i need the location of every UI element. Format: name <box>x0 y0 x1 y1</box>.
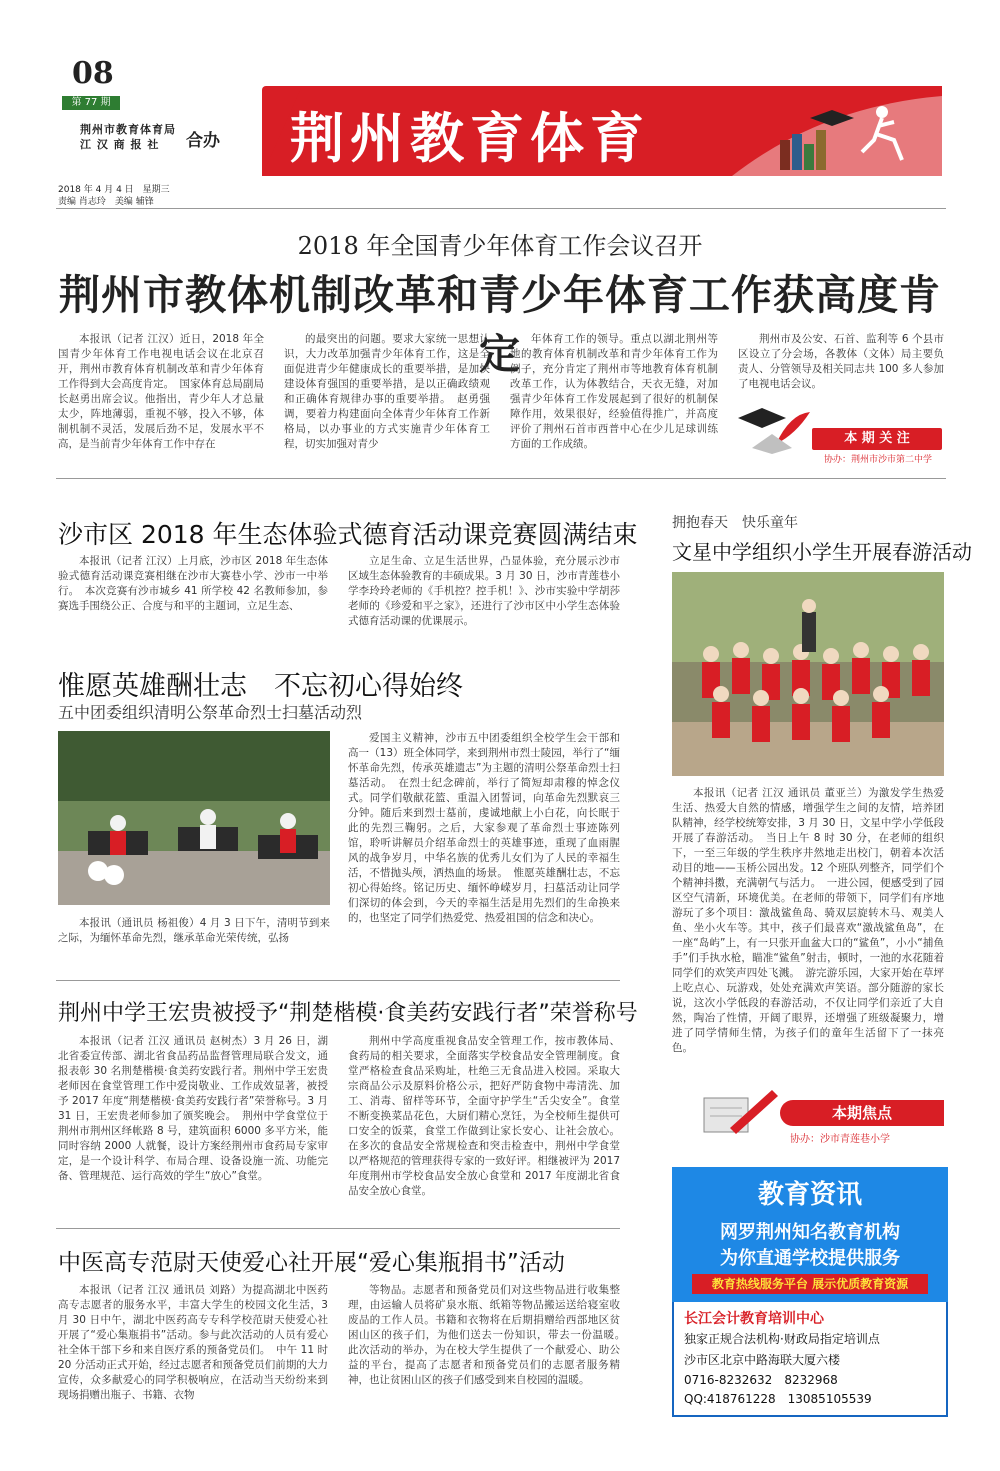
article5-headline: 中医高专范尉天使爱心社开展“爱心集瓶捐书”活动 <box>58 1250 565 1276</box>
article4-column-2: 荆州中学高度重视食品安全管理工作，按市教体局、食药局的相关要求，全面落实学校食品安全管理制度。食堂严格检查食品采购址，杜绝三无食品进入校园。采取大宗商品公示及原料价格公示，把好严防食物中毒清洗、加工、消毒、留样等环节，全面守护学生“舌尖安全”。食堂不断变换菜品花色，大厨们精心烹饪，为全校师生提供可口安全的饭菜，食堂工作做到让家长安心、让社会放心。在多次的食品安全常规检查和突击检查中，荆州中学食堂以严格规范的管理获得专家的一致好评。相继被评为 2017 年度荆州市学校食品安全放心食堂和 2017 年度湖北省食品安全放心食堂。 <box>348 1035 620 1197</box>
section-rule-3 <box>56 1228 620 1229</box>
article5-column-1: 本报讯（记者 江汉 通讯员 刘路）为提高湖北中医药高专志愿者的服务水平，丰富大学生的校园文化生活，3 月 30 日中午，湖北中医药高专专科学校范尉天使爱心社开展了“爱心集瓶捐书”活动。参与此次活动的人员有爱心社全体干部下乡和来自医疗系的预备党员们。 中午 11 时 20 分活动正式开始，经过志愿者和预备党员们前期的大力宣传，众多献爱心的同学积极响应，在活动当天纷纷来到现场捐赠出瓶子、书籍、衣物 <box>58 1284 328 1401</box>
ad-address: 沙市区北京中路海联大厦六楼 <box>684 1353 841 1367</box>
pen-notebook-icon <box>700 1084 780 1140</box>
masthead-title: 荆州教育体育 <box>290 107 650 170</box>
article5-column-2: 等物品。志愿者和预备党员们对这些物品进行收集整理，由运输人员将矿泉水瓶、纸箱等物品搬运送给寝室收废品的工作人员。书籍和衣物将在后期捐赠给西部地区贫困山区的孩子们，为他们送去一份知识，带去一份温暖。 此次活动的举办，为在校大学生提供了一个献爱心、助公益的平台，提高了志愿者和预备党员们的志愿者服务精神，也让贫困山区的孩子们感受到来自校园的温暖。 <box>348 1284 631 1386</box>
ad-phone: 0716-8232632 8232968 <box>684 1373 838 1387</box>
memorial-photo <box>58 731 330 905</box>
article2-headline: 沙市区 2018 年生态体验式德育活动课竞赛圆满结束 <box>58 520 638 549</box>
ad-line2: 为你直通学校提供服务 <box>720 1248 900 1269</box>
editor-credit: 责编 肖志玲 美编 辅锋 <box>58 197 154 207</box>
lead-column-1: 本报讯（记者 江汉）近日，2018 年全国青少年体育工作电视电话会议在北京召开，荆州市教育体育机制改革和青少年体育工作得到大会高度肯定。 国家体育总局副局长赵勇出席会议。他指出，青少年人才总量太少，阵地薄弱，重视不够，投入不够，体制机制不灵活，发展后劲不足，发展水平不高，是当前青少年体育工作中存在 <box>58 333 264 450</box>
article3-column-1: 本报讯（通讯员 杨祖俊）4 月 3 日下午，清明节到来之际，为缅怀革命先烈，继承革命光荣传统，弘扬 <box>58 917 330 944</box>
issue-badge: 第 77 期 <box>62 96 120 110</box>
organizer-block <box>80 122 176 152</box>
focus-sponsor-2: 协办：沙市青莲巷小学 <box>790 1134 890 1145</box>
organizer-line1: 荆州市教育体育局 <box>80 123 176 136</box>
graduation-cap-icon <box>732 404 812 454</box>
spring-outing-photo <box>672 572 944 776</box>
section-rule-2 <box>56 980 620 981</box>
article6-body: 本报讯（记者 江汉 通讯员 董亚兰）为激发学生热爱生活、热爱大自然的情感，增强学生之间的友情，培养团队精神，经学校统筹安排，3 月 30 日，文星中学小学低段开展了春游活动。 当日上午 8 时 30 分，在老师的组织下，一至三年级的学生秩序井然地走出校门，朝着本次活动目的地——玉桥公园出发。12 个班队列整齐，同学们个个精神抖擞，充满朝气与活力。 一进公园，便感受到了园区空气清新，环境优美。在老师的带领下，同学们有序地游玩了多个项目：激战鲨鱼岛、骑双层旋转木马、观美人鱼、坐小火车等。其中，孩子们最喜欢“激战鲨鱼岛”，在一座“岛屿”上，有一只张开血盆大口的“鲨鱼”，小小“捕鱼手”们手执水枪，瞄准“鲨鱼”射击，顿时，一池的水花随着同学们的欢笑声四处飞溅。 游完游乐园，大家开始在草坪上吃点心、玩游戏，处处充满欢声笑语。部分随游的家长说，这次小学低段的春游活动，不仅让同学们亲近了大自然，陶冶了性情，开阔了眼界，还增强了班级凝聚力，增进了同学情师生情，为孩子们的童年生活留下了一抹亮色。 <box>672 787 944 1054</box>
ad-slogan: 教育热线服务平台 展示优质教育资源 <box>692 1274 928 1294</box>
ad-title: 教育资讯 <box>757 1180 862 1210</box>
lead-subtitle: 2018 年全国青少年体育工作会议召开 <box>297 232 703 260</box>
article4-headline: 荆州中学王宏贵被授予“荆楚楷模·食美药安践行者”荣誉称号 <box>58 1001 638 1026</box>
article2-column-2: 立足生命、立足生活世界，凸显体验，充分展示沙市区域生态体验教育的丰硕成果。3 月 30 日，沙市青莲巷小学李玲玲老师的《手机控？控手机！》、沙市实验中学胡莎老师的《珍爱和平之家》，还进行了沙市区中小学生态体验式德育活动课的优课展示。 <box>348 555 620 627</box>
focus-sponsor-1: 协办：荆州市沙市第二中学 <box>823 455 932 465</box>
issue-date: 2018 年 4 月 4 日 星期三 <box>58 185 170 195</box>
ad-line1: 网罗荆州知名教育机构 <box>720 1222 900 1243</box>
ad-desc: 独家正规合法机构·财政局指定培训点 <box>684 1332 880 1346</box>
lead-column-3: 年体育工作的领导。重点以湖北荆州等地的教育体育机制改革和青少年体育工作为例子，充分肯定了荆州市等地教育体育机制改革工作，认为体教结合，天衣无缝，对加强青少年体育工作发展起到了很好的机制保障作用，效果很好，经验值得推广，并高度评价了荆州石首市西普中心在少儿足球训练方面的工作成绩。 <box>510 333 718 450</box>
co-host-label: 合办 <box>186 131 220 151</box>
organizer-line2: 江 汉 商 报 社 <box>80 138 160 151</box>
date-block <box>58 184 170 208</box>
lead-column-4: 荆州市及公安、石首、监利等 6 个县市区设立了分会场，各教体（文体）局主要负责人、分管领导及相关同志共 100 多人参加了电视电话会议。 <box>738 333 944 390</box>
header-rule <box>56 208 946 209</box>
ad-org: 长江会计教育培训中心 <box>684 1311 824 1327</box>
books-runner-icon <box>770 100 920 170</box>
article6-kicker: 拥抱春天 快乐童年 <box>672 515 798 531</box>
focus-tag-1: 本 期 关 注 <box>812 428 942 450</box>
lead-column-2: 的最突出的问题。要求大家统一思想认识，大力改革加强青少年体育工作，这是全面促进青少年健康成长的重要举措，是加快建设体育强国的重要举措，是以正确政绩观和正确体育规律办事的重要举措。 赵勇强调，要着力构建面向全体青少年体育工作新格局，以办事业的方式实施青少年体育工程，切实加强对青少 <box>284 333 490 450</box>
article4-column-1: 本报讯（记者 江汉 通讯员 赵树杰）3 月 26 日，湖北省委宣传部、湖北省食品药品监督管理局联合发文，通报表彰 30 名荆楚楷模·食美药安践行者。荆州中学王宏贵老师因在食堂管理工作中爱岗敬业、工作成效显著，被授予 2017 年度“荆楚楷模·食美药安践行者”荣誉称号。3 月 31 日，王宏贵老师参加了颁奖晚会。 荆州中学食堂位于荆州市荆州区绎帐路 8 号，建筑面积 6000 多平方米，能同时容纳 2000 人就餐，设计方案经荆州市食药局专家审定，是一个设计科学、布局合理、设备设施一流、功能完备、管理规范、运行高效的学生“放心”食堂。 <box>58 1035 328 1182</box>
article3-headline: 惟愿英雄酬壮志 不忘初心得始终 <box>58 671 463 702</box>
ad-qq: QQ:418761228 13085105539 <box>684 1392 872 1406</box>
article2-column-1: 本报讯（记者 江汉）上月底，沙市区 2018 年生态体验式德育活动课竞赛相继在沙市大赛巷小学、沙市一中举行。 本次竞赛有沙市城乡 41 所学校 42 名教师参加，参赛选手围绕公正、合度与和平的主题词，立足生态、 <box>58 555 328 612</box>
article3-subtitle: 五中团委组织清明公祭革命烈士扫墓活动烈 <box>58 703 363 722</box>
lead-headline: 荆州市教体机制改革和青少年体育工作获高度肯定 <box>59 271 941 378</box>
article3-column-2: 爱国主义精神，沙市五中团委组织全校学生会干部和高一（13）班全体同学，来到荆州市烈士陵园，举行了“缅怀革命先烈，传承英雄遗志”为主题的清明公祭革命烈士扫墓活动。 在烈士纪念碑前，举行了简短却肃穆的悼念仪式。同学们敬献花篮、重温入团誓词，向革命先烈默哀三分钟。随后来到烈士墓前，虔诚地献上小白花，向长眠于此的先烈三鞠躬。之后，大家参观了革命烈士事迹陈列馆，聆听讲解员介绍革命烈士的英雄事迹，重现了血雨腥风的战争岁月，中华名族的优秀儿女们为了人民的幸福生活，不惜抛头颅，洒热血的场景。 惟愿英雄酬壮志，不忘初心得始终。铭记历史、缅怀峥嵘岁月，扫墓活动让同学们深切的体会到，今天的幸福生活是用先烈们的生命换来的，也坚定了同学们热爱党、热爱祖国的信念和决心。 <box>348 732 620 924</box>
section-rule-1 <box>56 478 946 479</box>
page-number: 08 <box>72 56 114 91</box>
article6-headline: 文星中学组织小学生开展春游活动 <box>672 540 972 564</box>
focus-tag-2: 本期焦点 <box>780 1100 944 1126</box>
